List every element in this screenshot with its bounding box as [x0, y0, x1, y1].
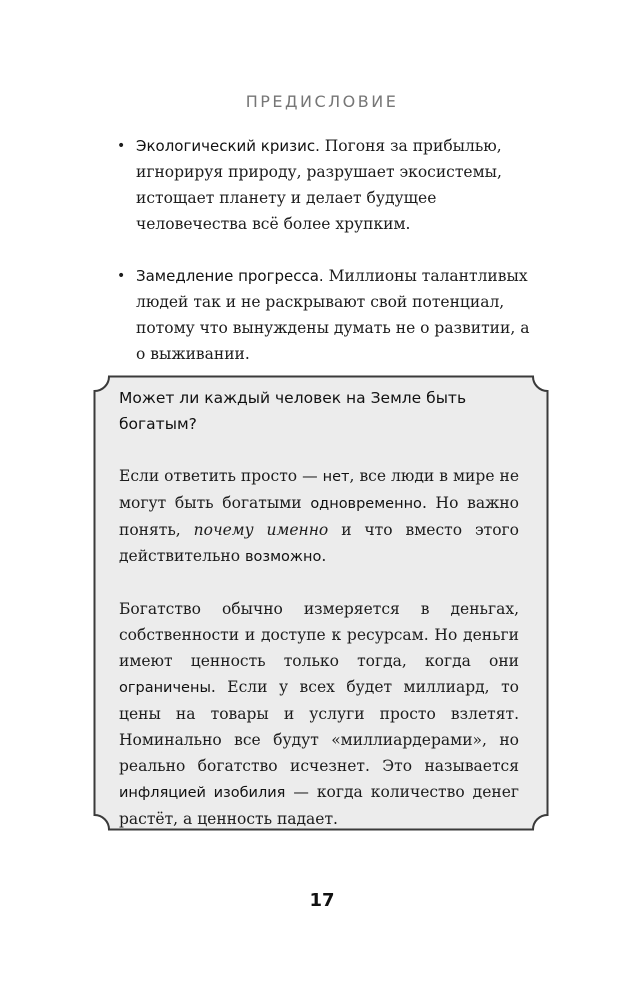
sidebar-box-title: Может ли каждый человек на Земле быть богатым? [119, 389, 467, 433]
sidebar-paragraph-2: Богатство обычно измеряется в деньгах, собственности и доступе к ресурсам. Но деньги имеют ценность только тогда, когда они ограничены. Если у всех будет миллиард, то цены на товары и услуги просто взлетят. Номинально все будут «миллиардерами», но реально богатство исчезнет. Это называется инфляцией изобилия — когда количество денег растёт, а ценность падает. [119, 600, 520, 828]
emphasis-word: инфляцией изобилия [119, 785, 286, 801]
emphasis-word: нет [322, 469, 350, 485]
italic-phrase: почему именно [193, 521, 329, 539]
emphasis-word: возможно [244, 549, 322, 565]
bullet-text: Погоня за прибылью, игнорируя природу, разрушает экосистемы, истощает планету и делает будущее человечества всё более хрупким. [136, 137, 502, 233]
sidebar-box [93, 375, 549, 831]
bullet-item-ecological-crisis [117, 133, 537, 237]
sidebar-paragraph-1: Если ответить просто — нет, все люди в мире не могут быть богатыми одновременно. Но важно понять, почему именно и что вместо этого действительно возможно. [119, 467, 520, 565]
bullet-text: Миллионы талантливых людей так и не раскрывают свой потенциал, потому что вынуждены думать не о развитии, а о выживании. [136, 267, 530, 363]
bullet-dot-icon: • [117, 268, 126, 284]
bullet-term: Экологический кризис. [136, 137, 320, 155]
emphasis-word: ограничены [119, 680, 211, 696]
running-header: ПРЕДИСЛОВИЕ [245, 92, 399, 111]
page-number: 17 [309, 890, 335, 911]
sidebar-box-content [119, 385, 519, 858]
bullet-item-slowdown-of-progress [117, 263, 537, 367]
bullet-term: Замедление прогресса. [136, 267, 324, 285]
bullet-dot-icon: • [117, 138, 126, 154]
bullet-list [117, 133, 537, 393]
emphasis-word: одновременно [310, 496, 422, 512]
